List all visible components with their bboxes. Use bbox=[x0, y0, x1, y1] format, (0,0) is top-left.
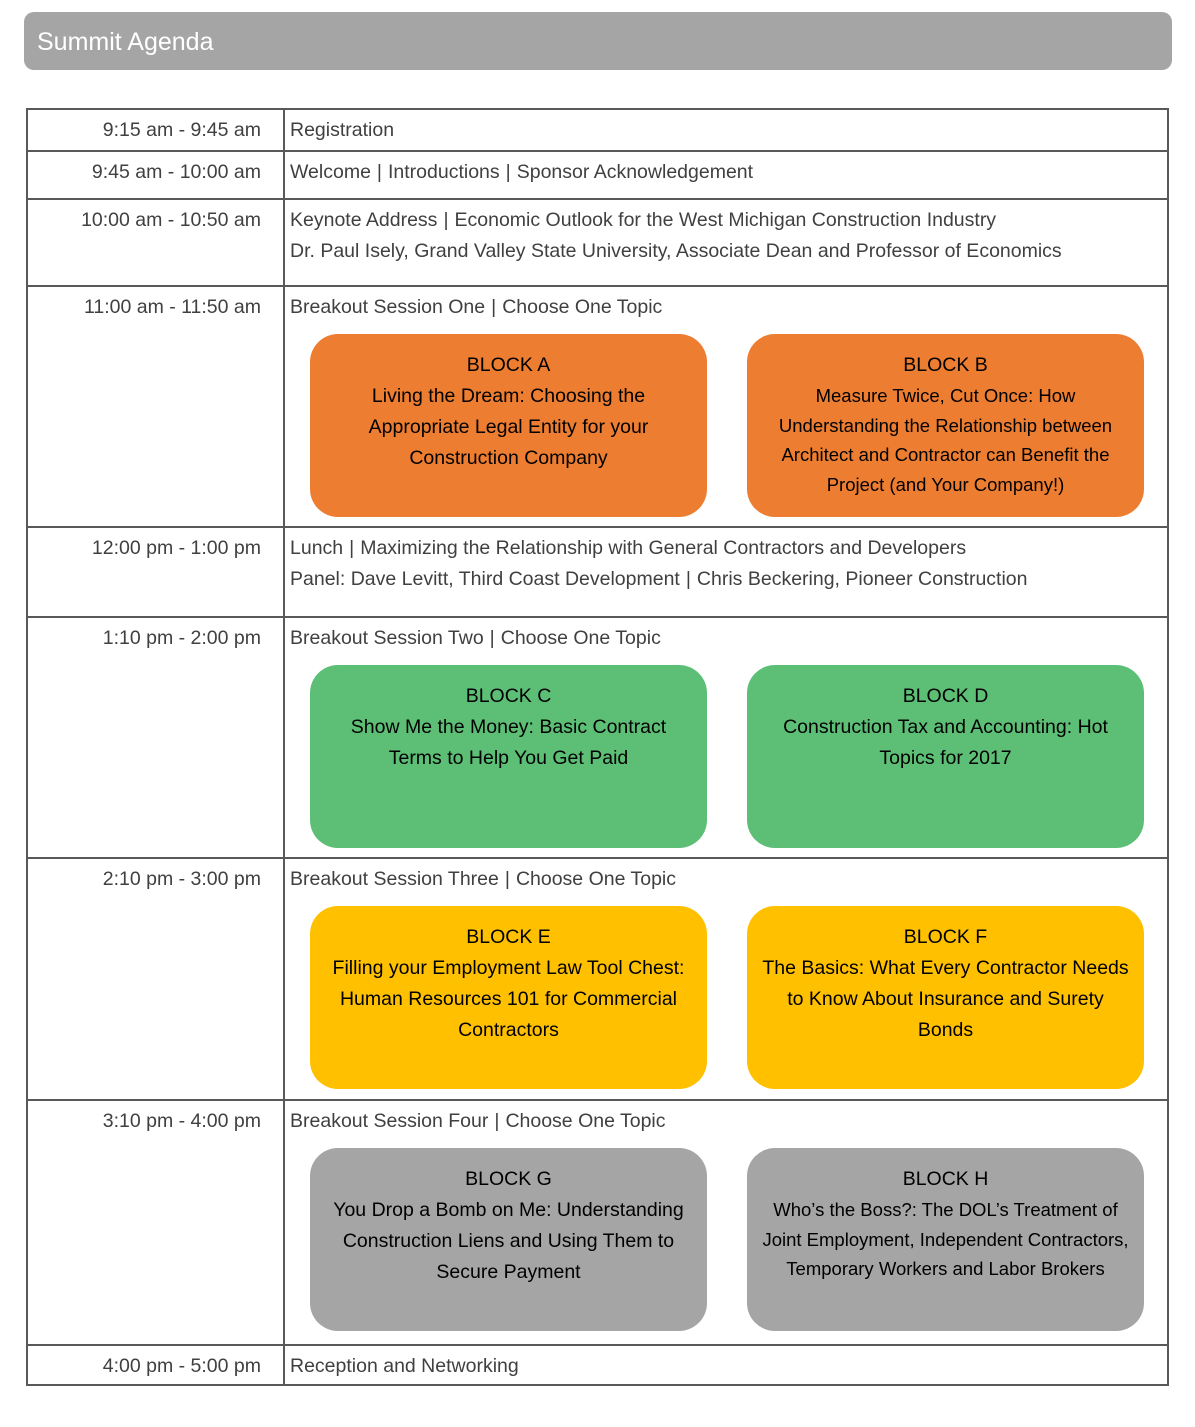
separator: | bbox=[504, 868, 510, 890]
session-content bbox=[285, 859, 1167, 1099]
block-title: BLOCK A bbox=[466, 354, 551, 376]
session-text: Panel: Dave Levitt, Third Coast Development bbox=[290, 568, 680, 590]
breakout-block bbox=[747, 1148, 1144, 1331]
agenda-row bbox=[28, 1344, 1167, 1384]
breakout-block bbox=[310, 906, 707, 1089]
time-slot: 4:00 pm - 5:00 pm bbox=[28, 1346, 285, 1384]
session-line bbox=[290, 161, 1167, 183]
session-text: Sponsor Acknowledgement bbox=[516, 161, 754, 183]
session-content bbox=[285, 1101, 1167, 1344]
session-text: Reception and Networking bbox=[290, 1355, 519, 1377]
session-line bbox=[290, 119, 1167, 141]
session-content bbox=[285, 110, 1167, 150]
breakout-blocks bbox=[310, 1148, 1167, 1331]
session-content bbox=[285, 200, 1167, 285]
agenda-table bbox=[26, 108, 1169, 1386]
breakout-blocks bbox=[310, 334, 1167, 517]
breakout-block bbox=[747, 665, 1144, 848]
breakout-blocks bbox=[310, 665, 1167, 848]
session-text: Introductions bbox=[388, 161, 500, 183]
block-description: You Drop a Bomb on Me: Understanding Construction Liens and Using Them to Secure Payment bbox=[333, 1199, 684, 1283]
separator: | bbox=[489, 627, 495, 649]
block-description: Living the Dream: Choosing the Appropriate Legal Entity for your Construction Company bbox=[368, 385, 649, 469]
session-text: Chris Beckering, Pioneer Construction bbox=[696, 568, 1028, 590]
session-text: Choose One Topic bbox=[500, 627, 661, 649]
separator: | bbox=[685, 568, 691, 590]
session-content bbox=[285, 1346, 1167, 1384]
session-line bbox=[290, 537, 1167, 559]
separator: | bbox=[376, 161, 382, 183]
breakout-blocks bbox=[310, 906, 1167, 1089]
time-slot: 10:00 am - 10:50 am bbox=[28, 200, 285, 285]
session-text: Registration bbox=[290, 119, 395, 141]
agenda-row bbox=[28, 150, 1167, 198]
session-text: Keynote Address bbox=[290, 209, 438, 231]
session-text: Choose One Topic bbox=[505, 1110, 666, 1132]
session-text: Welcome bbox=[290, 161, 371, 183]
separator: | bbox=[349, 537, 355, 559]
agenda-row bbox=[28, 1099, 1167, 1344]
breakout-block bbox=[747, 906, 1144, 1089]
session-line bbox=[290, 568, 1167, 590]
time-slot: 9:15 am - 9:45 am bbox=[28, 110, 285, 150]
page-title: Summit Agenda bbox=[37, 28, 214, 56]
agenda-row bbox=[28, 285, 1167, 526]
session-line bbox=[290, 296, 1167, 318]
session-content bbox=[285, 287, 1167, 526]
block-title: BLOCK G bbox=[465, 1168, 552, 1190]
separator: | bbox=[491, 296, 497, 318]
block-title: BLOCK E bbox=[466, 926, 551, 948]
session-text: Breakout Session Four bbox=[290, 1110, 489, 1132]
block-description: The Basics: What Every Contractor Needs to Know About Insurance and Surety Bonds bbox=[762, 957, 1129, 1041]
time-slot: 9:45 am - 10:00 am bbox=[28, 152, 285, 198]
agenda-row bbox=[28, 526, 1167, 616]
breakout-block bbox=[310, 334, 707, 517]
breakout-block bbox=[310, 1148, 707, 1331]
session-text: Lunch bbox=[290, 537, 344, 559]
breakout-block bbox=[310, 665, 707, 848]
block-description: Filling your Employment Law Tool Chest: Human Resources 101 for Commercial Contractors bbox=[332, 957, 685, 1041]
block-title: BLOCK C bbox=[465, 685, 552, 707]
session-line bbox=[290, 627, 1167, 649]
separator: | bbox=[505, 161, 511, 183]
session-content bbox=[285, 528, 1167, 616]
block-title: BLOCK H bbox=[902, 1168, 989, 1190]
session-text: Breakout Session Three bbox=[290, 868, 499, 890]
time-slot: 11:00 am - 11:50 am bbox=[28, 287, 285, 526]
session-line bbox=[290, 240, 1167, 262]
separator: | bbox=[494, 1110, 500, 1132]
session-content bbox=[285, 618, 1167, 857]
session-text: Choose One Topic bbox=[515, 868, 677, 890]
agenda-row bbox=[28, 857, 1167, 1099]
breakout-block bbox=[747, 334, 1144, 517]
session-content bbox=[285, 152, 1167, 198]
session-text: Breakout Session One bbox=[290, 296, 486, 318]
session-line bbox=[290, 1355, 1167, 1377]
session-line bbox=[290, 1110, 1167, 1132]
agenda-header bbox=[24, 12, 1172, 70]
session-text: Breakout Session Two bbox=[290, 627, 484, 649]
agenda-row bbox=[28, 198, 1167, 285]
time-slot: 3:10 pm - 4:00 pm bbox=[28, 1101, 285, 1344]
session-text: Economic Outlook for the West Michigan Construction Industry bbox=[454, 209, 997, 231]
block-description: Who’s the Boss?: The DOL’s Treatment of Joint Employment, Independent Contractors, Temporary Workers and Labor Brokers bbox=[762, 1199, 1129, 1279]
session-text: Maximizing the Relationship with General Contractors and Developers bbox=[360, 537, 967, 559]
session-line bbox=[290, 868, 1167, 890]
block-title: BLOCK D bbox=[902, 685, 989, 707]
agenda-row bbox=[28, 110, 1167, 150]
time-slot: 12:00 pm - 1:00 pm bbox=[28, 528, 285, 616]
agenda-row bbox=[28, 616, 1167, 857]
time-slot: 2:10 pm - 3:00 pm bbox=[28, 859, 285, 1099]
block-title: BLOCK F bbox=[903, 926, 988, 948]
time-slot: 1:10 pm - 2:00 pm bbox=[28, 618, 285, 857]
session-line bbox=[290, 209, 1167, 231]
session-text: Choose One Topic bbox=[502, 296, 663, 318]
session-text: Dr. Paul Isely, Grand Valley State University, Associate Dean and Professor of Economics bbox=[290, 240, 1062, 262]
separator: | bbox=[443, 209, 449, 231]
block-description: Construction Tax and Accounting: Hot Topics for 2017 bbox=[783, 716, 1108, 769]
block-description: Show Me the Money: Basic Contract Terms to Help You Get Paid bbox=[350, 716, 667, 769]
block-description: Measure Twice, Cut Once: How Understanding the Relationship between Architect and Contractor can Benefit the Project (and Your Company!) bbox=[778, 385, 1113, 495]
block-title: BLOCK B bbox=[903, 354, 988, 376]
